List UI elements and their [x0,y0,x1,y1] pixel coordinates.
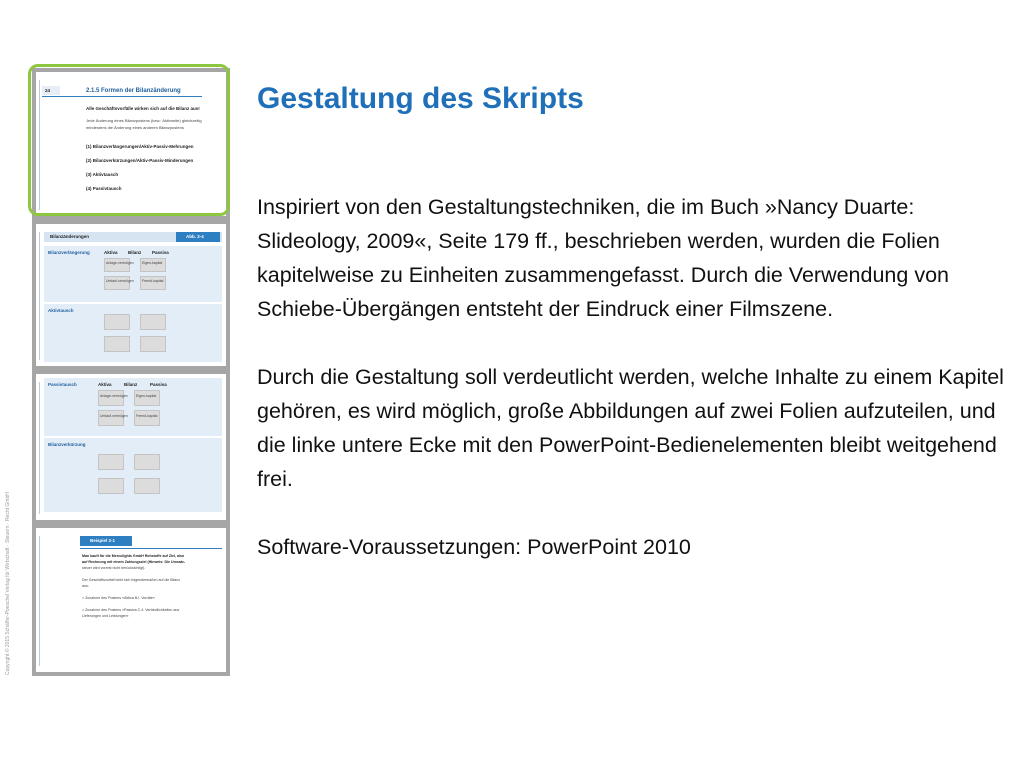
thumb-line: > Zunahme des Postens »Aktiva B.I. Vorräte« [82,596,155,600]
thumb-panel [80,548,222,549]
thumb-box-label: Anlage-vermögen [100,394,128,398]
slide-thumbnail-4[interactable] [36,528,226,672]
thumb-box [98,410,124,426]
thumb-heading: Bilanzänderungen [50,234,90,239]
thumb-col: Aktiva [98,382,112,387]
thumb-page-number: 24 [45,88,51,93]
thumb-line: steuer wird vorerst nicht berücksichtigt). [82,566,146,570]
thumb-box-label: Eigen-kapital [142,261,163,265]
thumb-box-label: Eigen-kapital [136,394,157,398]
thumb-line: Man kauft für die Mercolights GmbH Rohstoffe auf Ziel, also [82,554,185,558]
thumb-line: (2) Bilanzverkürzungen/Aktiv-Passiv-Minderungen [86,158,194,163]
thumb-box-label: Fremd-kapital [136,414,158,418]
thumb-box [98,454,124,470]
slide-thumbnail-3[interactable] [36,374,226,520]
thumb-box [104,336,130,352]
thumb-box-label: Anlage-vermögen [106,261,134,265]
thumb-col: Aktiva [104,250,118,255]
thumb-margin-line [39,232,40,360]
thumb-box [104,314,130,330]
thumb-box-label: Umlauf-vermögen [100,414,128,418]
slide-body [257,190,1012,564]
thumb-box-label: Umlauf-vermögen [106,279,134,283]
thumb-box [98,390,124,406]
thumb-margin-line [39,536,40,666]
body-paragraph-2: Durch die Gestaltung soll verdeutlicht werden, welche Inhalte zu einem Kapitel gehören, es wird möglich, große Abbildungen auf zwei Folien aufzuteilen, und die linke untere Ecke mit den PowerPoint-Bedienelementen bleibt weitgehend frei. [257,365,1004,491]
thumb-badge-label: Abb. 2-4 [186,234,204,239]
thumb-line: (3) Aktivtausch [86,172,119,177]
thumb-line: Alle Geschäftsvorfälle wirken sich auf die Bilanz aus! [86,106,200,111]
thumb-line: auf Rechnung mit einem Zahlungsziel (Hinweis: Die Umsatz- [82,560,186,564]
body-paragraph-3: Software-Voraussetzungen: PowerPoint 2010 [257,535,691,559]
thumb-line: Jede Änderung eines Bilanzpostens (bzw.: Aktivseite) gleichzeitig [86,118,202,123]
thumb-col: Passiva [150,382,167,387]
thumb-line: mindestens die Änderung eines anderen Bilanzpostens [86,125,184,130]
thumb-col: Passiva [152,250,169,255]
thumb-line: Der Geschäftsvorfall wirkt sich folgendermaßen auf die Bilanz [82,578,181,582]
thumb-box [98,478,124,494]
thumb-section: Bilanzverkürzung [48,442,86,447]
thumb-margin-line [39,382,40,514]
thumb-box [140,336,166,352]
thumb-col: Bilanz [128,250,142,255]
thumb-line: (4) Passivtausch [86,186,122,191]
thumb-box [134,410,160,426]
slide-thumbnail-2[interactable] [36,224,226,366]
thumb-section: Aktivtausch [48,308,74,313]
thumb-box [134,454,160,470]
copyright-text: Copyright © 2015 Schäffer-Poeschel Verlag für Wirtschaft · Steuern · Recht GmbH [5,492,11,675]
thumb-heading: 2.1.5 Formen der Bilanzänderung [86,88,181,94]
thumb-box [134,390,160,406]
thumb-box [134,478,160,494]
thumb-line: Lieferungen und Leistungen« [82,614,129,618]
thumb-line: (1) Bilanzverlängerungen/Aktiv-Passiv-Mehrungen [86,144,194,149]
selected-slide-highlight [28,64,230,216]
thumb-badge-label: Beispiel 2-1 [90,538,116,543]
thumb-line: > Zunahme des Postens »Passiva C.4. Verbindlichkeiten aus [82,608,180,612]
thumb-section: Bilanzverlängerung [48,250,90,255]
body-paragraph-1: Inspiriert von den Gestaltungstechniken, die im Buch »Nancy Duarte: Slideology, 2009«, Seite 179 ff., beschrieben werden, wurden die Folien kapitelweise zu Einheiten zusammengefasst. Durch die Verwendung von Schiebe-Übergängen entsteht der Eindruck einer Filmszene. [257,195,949,321]
thumb-line: aus: [82,584,89,588]
thumb-panel [44,438,222,512]
slide-title: Gestaltung des Skripts [257,82,584,115]
thumb-box [140,314,166,330]
thumb-section: Passivtausch [48,382,77,387]
thumb-col: Bilanz [124,382,138,387]
thumb-box-label: Fremd-kapital [142,279,164,283]
